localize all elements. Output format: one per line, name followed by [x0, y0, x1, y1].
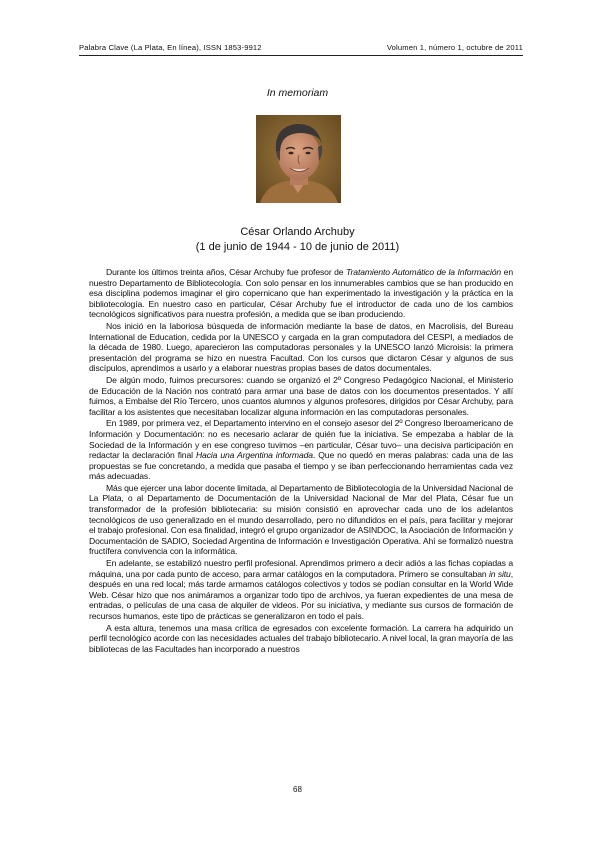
text-run: Más que ejercer una labor docente limitada, al Departamento de Bibliotecología de la Universidad Nacional de La Plata, o al Departamento de Documentación de la Universidad Nacional de Mar del Plata, César fue un transformador de la profesión bibliotecaria: su misión consistió en aprovechar cada uno de los adelantos tecnológicos de uso generalizado en el mundo desarrollado, pero no difundidos en el país, para facilitar y mejorar el trabajo profesional. Con esa finalidad, integró el grupo organizador de ASINDOC, la Asociación de Información y Documentación de SADIO, Sociedad Argentina de Información e Investigación Operativa. Ahí se formalizó nuestra fructífera convivencia con la informática.	[89, 482, 513, 557]
person-name: César Orlando Archuby	[240, 226, 355, 238]
body-paragraph	[89, 418, 513, 482]
text-run: Durante los últimos treinta años, César Archuby fue profesor de	[106, 267, 347, 277]
body-paragraph	[89, 623, 513, 655]
italic-text: Tratamiento Automático de la Información	[346, 267, 502, 277]
page-number: 68	[293, 785, 302, 794]
italic-text: Hacia una Argentina informada	[195, 450, 313, 461]
text-run: En 1989, por primera vez, el Departamento intervino en el consejo asesor del 2º Congreso Iberoamericano de Información y Documentación: no es necesario aclarar de quién fue la iniciativa. Se empezaba a hablar de la Sociedad de la Información y en ese congreso tuvimos –en particular, César tuvo– una decisiva participación en redactar la declaración final	[89, 418, 513, 461]
text-run: A esta altura, tenemos una masa crítica de egresados con excelente formación. La carrera ha adquirido un perfil tecnológico acorde con las necesidades actuales del trabajo bibliotecario. A nivel local, la gran mayoría de las bibliotecas de las Facultades han incorporado a nuestros	[89, 622, 513, 654]
body-paragraph	[89, 321, 513, 374]
text-run: Nos inició en la laboriosa búsqueda de información mediante la base de datos, en Macrolisis, del Bureau International de Education, cedida por la UNESCO y cargada en la gran computadora del CESPI, a mediados de la década de 1980. Luego, aparecieron las computadoras personales y la UNESCO lanzó Microisis: la primera presentación del programa se hizo en nuestra Facultad. Con los cursos que dictaron César y algunos de sus discípulos, aprendimos a usarlo y a elaborar nuestras propias bases de datos documentales.	[89, 320, 513, 374]
issue-info: Volumen 1, número 1, octubre de 2011	[386, 43, 523, 52]
body-paragraph	[89, 267, 513, 320]
portrait-photo	[256, 115, 341, 203]
person-dates: (1 de junio de 1944 - 10 de junio de 2011)	[195, 241, 400, 253]
italic-text: in situ	[488, 568, 511, 579]
running-header	[79, 43, 523, 52]
text-run: en nuestro Departamento de Bibliotecología. Con solo pensar en los innumerables cambios que se han producido en esa disciplina podemos imaginar el giro copernicano que han experimentado la investigación y la práctica en la bibliotecología. En nuestro caso en particular, César Archuby fue el introductor de cada uno de los cambios tecnológicos significativos para nuestra profesión, a medida que se iban produciendo.	[89, 267, 513, 320]
journal-citation: Palabra Clave (La Plata, En línea), ISSN 1853-9912	[79, 43, 262, 52]
text-run: , después en una red local; más tarde armamos catálogos colectivos y todos se podían consultar en la World Wide Web. César hizo que nos animáramos a organizar todo tipo de archivos, ya fueran expedientes de una mesa de entradas, o películas de una casa de alquiler de videos. Por su iniciativa, y mediante sus cursos de formación de recursos humanos, este tipo de prácticas se generalizaron en todo el país.	[89, 568, 513, 621]
body-paragraph	[89, 375, 513, 417]
body-paragraph	[89, 558, 513, 622]
section-title: In memoriam	[266, 87, 329, 99]
body-paragraph	[89, 483, 513, 557]
text-run: . Que no quedó en meras palabras: cada una de las propuestas se fue concretando, a medida que pasaba el tiempo y se iban perfeccionando herramientas cada vez más adecuadas.	[89, 450, 513, 482]
header-rule	[79, 55, 523, 56]
text-run: En adelante, se estabilizó nuestro perfil profesional. Aprendimos primero a decir adiós a las fichas copiadas a máquina, una por cada punto de acceso, para armar catálogos en la computadora. Primero se consultaban	[89, 558, 513, 579]
text-run: De algún modo, fuimos precursores: cuando se organizó el 2º Congreso Pedagógico Nacional, el Ministerio de Educación de la Nación nos contrató para armar una base de datos con los documentos presentados. Y allí fuimos, a Embalse del Río Tercero, unos cuantos alumnos y algunos profesores, dirigidos por César Archuby, para facilitar a los asistentes que necesitaban localizar alguna información en las computadoras personales.	[89, 374, 513, 417]
article-body	[89, 267, 513, 654]
